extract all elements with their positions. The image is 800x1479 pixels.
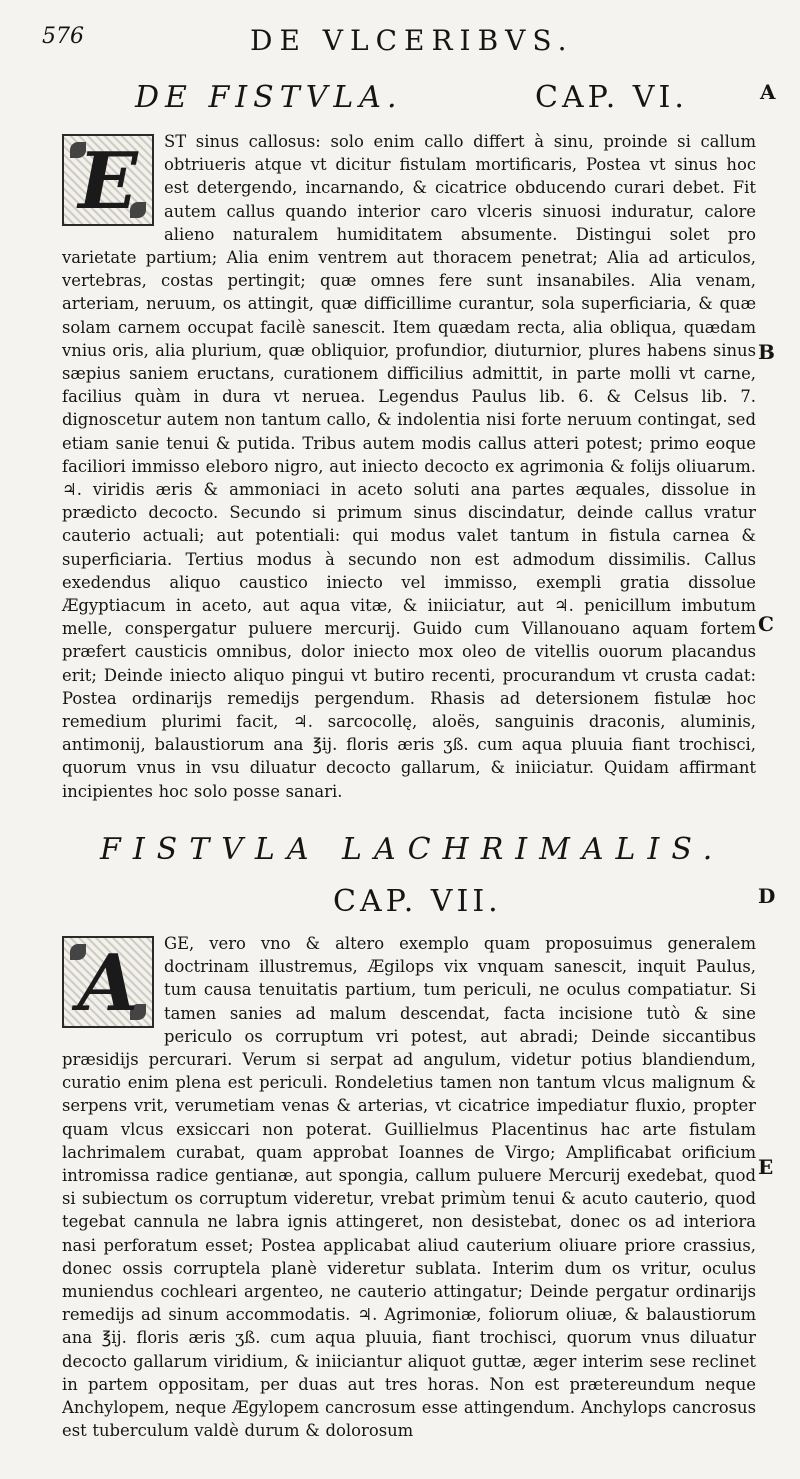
chapter-7-body — [62, 932, 756, 1442]
margin-letter-c: C — [758, 612, 774, 636]
chapter-7-title: FISTVLA LACHRIMALIS. — [100, 832, 725, 867]
running-title: DE VLCERIBVS. — [250, 24, 574, 57]
chapter-6-title: DE FISTVLA. — [135, 80, 403, 115]
decorated-initial-e — [62, 134, 154, 226]
running-head — [0, 20, 800, 60]
margin-letter-a: A — [760, 80, 776, 104]
margin-letter-e: E — [758, 1155, 774, 1179]
chapter-7-text: GE, vero vno & altero exemplo quam proposuimus generalem doctrinam illustremus, Ægilops vix vnquam sanescit, inquit Paulus, tum causa tenuitatis partium, tum periculi, ne oculus compatiatur. Si tamen sanies ad malum descendat, facta incisione tutò & sine periculo os corruptum vri potest, aut abradi; Deinde siccantibus præsidijs percurari. Verum si serpat ad angulum, videtur potius blandiendum, curatio enim plena est periculi. Rondeletius tamen non tantum vlcus malignum & serpens vrit, verumetiam venas & arterias, vt cicatrice impediatur fluxio, propter quam vlcus exsiccari non poterat. Guillielmus Placentinus hac arte fistulam lachrimalem curabat, quam approbat Ioannes de Virgo; Amplificabat orificium intromissa radice gentianæ, aut spongia, callum puluere Mercurij exedebat, quod si subiectum os corruptum videretur, vrebat primùm tenui & acuto cauterio, quod tegebat cannula ne labra ignis attingeret, non desistebat, donec os ad interiora nasi perforatum esset; Postea applicabat aliud cauterium oliuare priore crassius, donec ossis corruptela planè videretur sublata. Interim dum os vritur, oculus muniendus cochleari argenteo, ne cauterio attingatur; Deinde pergatur ordinarijs remedijs ad sinum accommodatis. ♃. Agrimoniæ, foliorum oliuæ, & balaustiorum ana ℥ij. floris æris ʒß. cum aqua pluuia, fiant trochisci, quorum vnus diluatur decocto gallarum viridium, & iniiciantur aliquot guttæ, æger interim sese reclinet in partem oppositam, per duas aut tres horas. Non est prætereundum neque Anchylopem, neque Ægylopem cancrosum esse attingendum. Anchylops cancrosus est tuberculum valdè durum & dolorosum — [62, 934, 756, 1441]
chapter-7-cap — [333, 884, 502, 926]
decorated-initial-a — [62, 936, 154, 1028]
chapter-6-cap-label: CAP. VI. — [535, 80, 688, 115]
chapter-6-text: ST sinus callosus: solo enim callo differt à sinu, proinde si callum obtriueris atque vt dicitur fistulam mortificaris, Postea vt sinus hoc est detergendo, incarnando, & cicatrice obducendo curari debet. Fit autem callus quando interior caro vlceris sinuosi induratur, calore alieno naturalem humiditatem absumente. Distingui solet pro varietate partium; Alia enim ventrem aut thoracem penetrat; Alia ad articulos, vertebras, costas pertingit; quæ omnes fere sunt insanabiles. Alia venam, arteriam, neruum, os attingit, quæ difficillime curantur, sola superficiaria, & quæ solam carnem occupat facilè sanescit. Item quædam recta, alia obliqua, quædam vnius oris, alia plurium, quæ obliquior, profundior, diuturnior, plures habens sinus sæpius saniem eructans, curationem difficilius admittit, in parte molli vt carne, facilius quàm in dura vt neruea. Legendus Paulus lib. 6. & Celsus lib. 7. dignoscetur autem non tantum callo, & indolentia nisi forte neruum contingat, sed etiam sanie tenui & putida. Tribus autem modis callus atteri potest; primo eoque faciliori immisso eleboro nigro, aut iniecto decocto ex agrimonia & folijs oliuarum. ♃. viridis æris & ammoniaci in aceto soluti ana partes æquales, dissolue in prædicto decocto. Secundo si primum sinus discindatur, deinde callus vratur cauterio actuali; aut potentiali: qui modus valet tantum in fistula carnea & superficiaria. Tertius modus à secundo non est admodum dissimilis. Callus exedendus aliquo caustico iniecto vel immisso, exempli gratia dissolue Ægyptiacum in aceto, aut aqua vitæ, & iniiciatur, aut ♃. penicillum imbutum melle, conspergatur puluere mercurij. Guido cum Villanouano aquam fortem præfert causticis omnibus, dolor iniecto mox oleo de vitellis ouorum placandus erit; Deinde iniecto aliquo pingui vt butiro recenti, procurandum vt crusta cadat: Postea ordinarijs remedijs pergendum. Rhasis ad detersionem fistulæ hoc remedium plurimi facit, ♃. sarcocollę, aloës, sanguinis draconis, aluminis, antimonij, balaustiorum ana ℥ij. floris æris ʒß. cum aqua pluuia fiant trochisci, quorum vnus in vsu diluatur decocto gallarum, & iniiciatur. Quidam affirmant incipientes hoc solo posse sanari. — [62, 132, 756, 801]
margin-letter-d: D — [758, 884, 776, 908]
initial-letter: A — [77, 938, 139, 1029]
chapter-6-heading — [135, 80, 688, 122]
margin-letter-b: B — [758, 340, 775, 364]
page-number: 576 — [42, 24, 84, 49]
chapter-7-cap-label: CAP. VII. — [333, 884, 502, 919]
chapter-6-body — [62, 130, 756, 803]
chapter-7-heading — [100, 832, 724, 874]
initial-letter: E — [78, 136, 138, 227]
